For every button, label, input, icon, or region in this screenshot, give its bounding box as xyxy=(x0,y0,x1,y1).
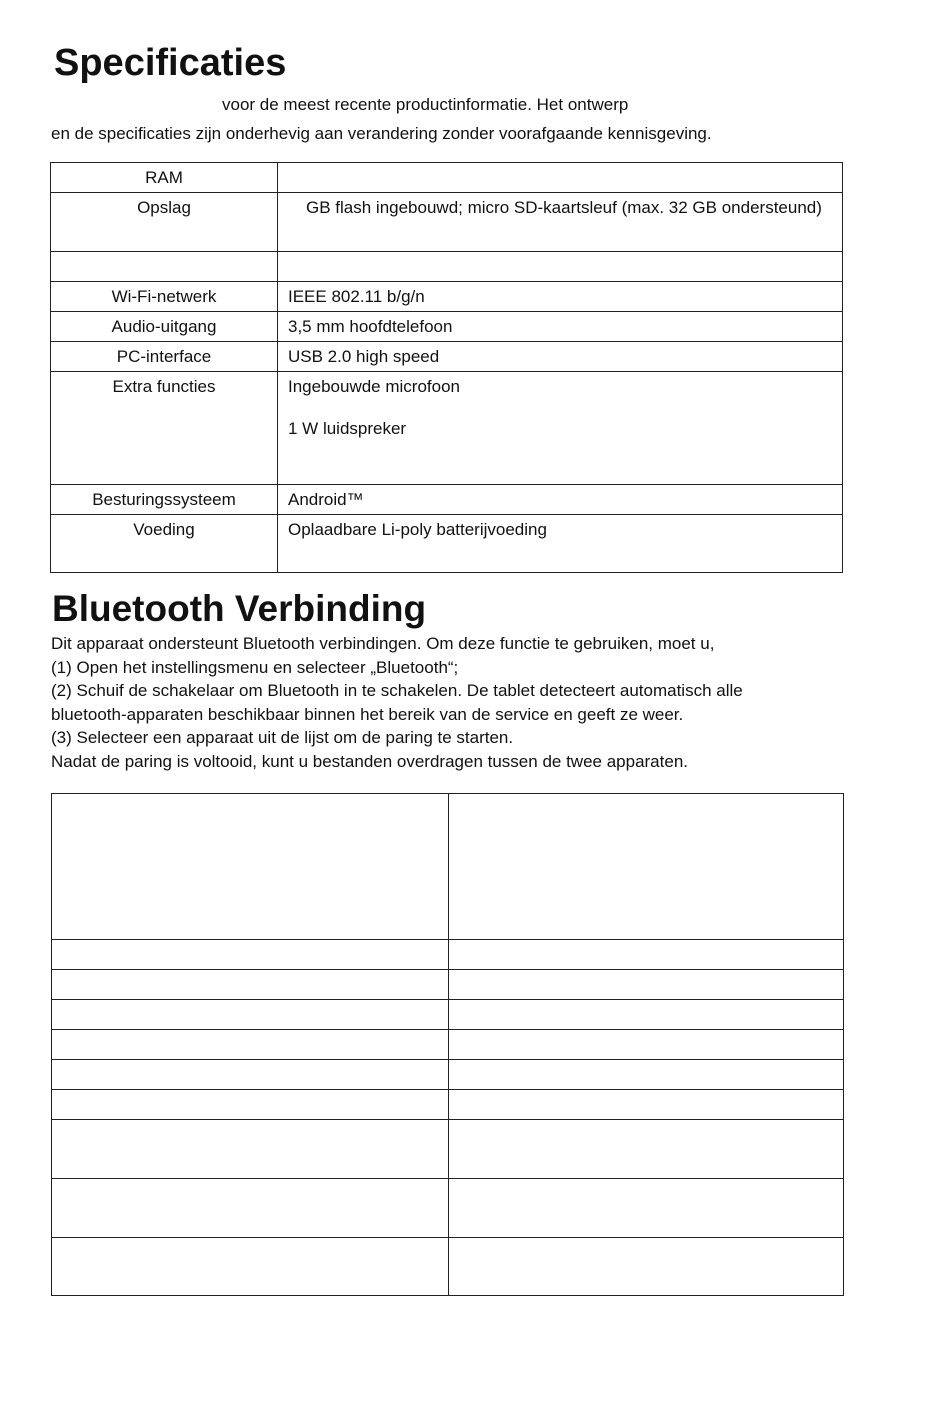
blank-row xyxy=(52,1060,844,1090)
spec-title: Specificaties xyxy=(54,42,287,84)
spec-row-empty xyxy=(51,252,843,282)
blank-cell xyxy=(449,1030,844,1060)
blank-row xyxy=(52,940,844,970)
spec-row-extra xyxy=(51,372,843,485)
blank-cell xyxy=(449,970,844,1000)
blank-cell xyxy=(52,1060,449,1090)
blank-row xyxy=(52,970,844,1000)
blank-cell xyxy=(449,1120,844,1179)
spec-value: 3,5 mm hoofdtelefoon xyxy=(278,312,843,342)
spec-row-wifi xyxy=(51,282,843,312)
bluetooth-line: (2) Schuif de schakelaar om Bluetooth in te schakelen. De tablet detecteert automatisch alle xyxy=(51,681,743,700)
blank-row xyxy=(52,794,844,940)
bluetooth-line: (3) Selecteer een apparaat uit de lijst om de paring te starten. xyxy=(51,728,514,747)
blank-row xyxy=(52,1120,844,1179)
spec-label: Audio-uitgang xyxy=(51,312,278,342)
spec-value: IEEE 802.11 b/g/n xyxy=(278,282,843,312)
blank-row xyxy=(52,1030,844,1060)
blank-cell xyxy=(52,1120,449,1179)
spec-value xyxy=(278,163,843,193)
spec-table xyxy=(50,162,843,573)
spec-value-2: 1 W luidspreker xyxy=(288,419,407,438)
blank-cell xyxy=(52,1000,449,1030)
spec-label xyxy=(51,252,278,282)
spec-value: GB flash ingebouwd; micro SD-kaartsleuf (max. 32 GB ondersteund) xyxy=(306,198,822,217)
spec-row-audio xyxy=(51,312,843,342)
bluetooth-line: Nadat de paring is voltooid, kunt u bestanden overdragen tussen de twee apparaten. xyxy=(51,751,688,771)
spec-label: Voeding xyxy=(51,515,278,573)
spec-row-storage xyxy=(51,193,843,252)
blank-cell xyxy=(52,970,449,1000)
blank-table xyxy=(51,793,844,1296)
spec-label: Wi-Fi-netwerk xyxy=(51,282,278,312)
bluetooth-line: (1) Open het instellingsmenu en selecteer „Bluetooth“; xyxy=(51,657,459,677)
blank-row xyxy=(52,1179,844,1238)
spec-label: Extra functies xyxy=(51,372,278,485)
blank-cell xyxy=(449,1000,844,1030)
blank-cell xyxy=(52,794,449,940)
spec-row-ram xyxy=(51,163,843,193)
bluetooth-instructions xyxy=(51,632,861,773)
blank-cell xyxy=(449,940,844,970)
spec-label: Opslag xyxy=(51,193,278,252)
spec-intro-line-2: en de specificaties zijn onderhevig aan verandering zonder voorafgaande kennisgeving. xyxy=(51,124,712,143)
blank-row xyxy=(52,1000,844,1030)
blank-cell xyxy=(449,1060,844,1090)
spec-value: Android™ xyxy=(278,485,843,515)
spec-value: USB 2.0 high speed xyxy=(278,342,843,372)
blank-cell xyxy=(449,1090,844,1120)
spec-value: Ingebouwde microfoon xyxy=(288,377,461,396)
blank-cell xyxy=(52,1179,449,1238)
bluetooth-line: bluetooth-apparaten beschikbaar binnen het bereik van de service en geeft ze weer. xyxy=(51,704,684,724)
bluetooth-line: Dit apparaat ondersteunt Bluetooth verbindingen. Om deze functie te gebruiken, moet u, xyxy=(51,634,715,653)
spec-label: Besturingssysteem xyxy=(51,485,278,515)
blank-cell xyxy=(52,1090,449,1120)
spec-row-pc-interface xyxy=(51,342,843,372)
spec-intro-line-1: voor de meest recente productinformatie. Het ontwerp xyxy=(222,95,629,114)
spec-label: PC-interface xyxy=(51,342,278,372)
blank-row xyxy=(52,1090,844,1120)
blank-row xyxy=(52,1238,844,1296)
blank-cell xyxy=(449,1179,844,1238)
spec-row-power xyxy=(51,515,843,573)
blank-cell xyxy=(52,1238,449,1296)
blank-cell xyxy=(449,794,844,940)
blank-cell xyxy=(52,1030,449,1060)
spec-row-os xyxy=(51,485,843,515)
blank-cell xyxy=(449,1238,844,1296)
bluetooth-title: Bluetooth Verbinding xyxy=(52,588,427,629)
blank-cell xyxy=(52,940,449,970)
spec-label: RAM xyxy=(51,163,278,193)
spec-value xyxy=(278,252,843,282)
spec-value: Oplaadbare Li-poly batterijvoeding xyxy=(278,515,843,573)
